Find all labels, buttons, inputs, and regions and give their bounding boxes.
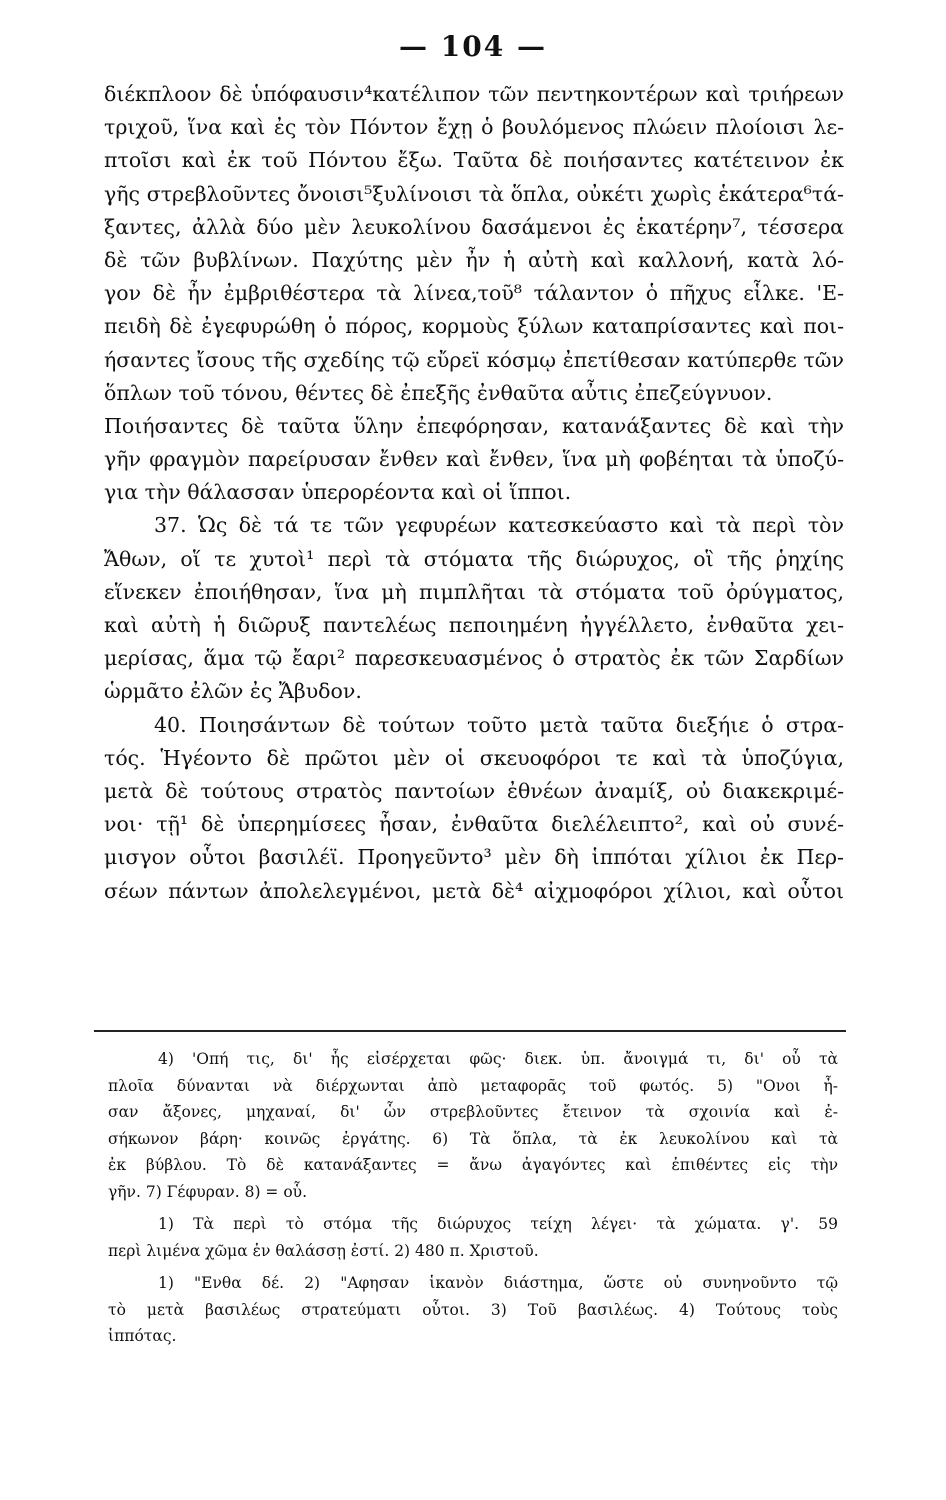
main-text	[104, 78, 844, 908]
section-40-start: 40. Ποιησάντων δὲ τούτων τοῦτο μετὰ ταῦτα διεξήιε ὁ στρα-	[154, 712, 844, 737]
text-line: γῆς στρεβλοῦντες ὄνοισι⁵ξυλίνοισι τὰ ὅπλα, οὐκέτι χωρὶς ἑκάτερα⁶τά-	[104, 181, 844, 206]
footnote-line: περὶ λιμένα χῶμα ἐν θαλάσσῃ ἐστί. 2) 480 π. Χριστοῦ.	[108, 1241, 539, 1260]
footnote-line: ἱππότας.	[108, 1327, 177, 1345]
footnote-line: πλοῖα δύνανται νὰ διέρχωνται ἀπὸ μεταφορᾶς τοῦ φωτός. 5) "Ονοι ἦ-	[108, 1076, 838, 1095]
text-line: πειδὴ δὲ ἐγεφυρώθη ὁ πόρος, κορμοὺς ξύλων καταπρίσαντες καὶ ποι-	[104, 314, 844, 339]
text-line: ήσαντες ἴσους τῆς σχεδίης τῷ εὔρεϊ κόσμῳ ἐπετίθεσαν κατύπερθε τῶν	[104, 347, 844, 372]
footnote-line: γῆν. 7) Γέφυραν. 8) = οὗ.	[108, 1182, 308, 1201]
footnote-line: τὸ μετὰ βασιλέως στρατεύματι οὗτοι. 3) Τοῦ βασιλέως. 4) Τούτους τοὺς	[108, 1300, 838, 1319]
text-line: Ἄθων, οἵ τε χυτοὶ¹ περὶ τὰ στόματα τῆς διώρυχος, οἳ τῆς ῥηχίης	[104, 546, 844, 571]
text-line: τός. Ἡγέοντο δὲ πρῶτοι μὲν οἱ σκευοφόροι τε καὶ τὰ ὑποζύγια,	[104, 745, 844, 770]
text-line: μισγον οὗτοι βασιλέϊ. Προηγεῦντο³ μὲν δὴ ἱππόται χίλιοι ἐκ Περ-	[104, 845, 844, 870]
text-line: πτοῖσι καὶ ἐκ τοῦ Πόντου ἔξω. Ταῦτα δὲ ποιήσαντες κατέτεινον ἐκ	[104, 148, 844, 173]
text-line: Ποιήσαντες δὲ ταῦτα ὕλην ἐπεφόρησαν, κατανάξαντες δὲ καὶ τὴν	[104, 413, 844, 438]
text-line: ὡρμᾶτο ἐλῶν ἐς Ἄβυδον.	[104, 679, 362, 704]
footnotes	[108, 1046, 838, 1350]
footnote-line: ἐκ βύβλου. Τὸ δὲ κατανάξαντες = ἄνω ἀγαγόντες καὶ ἐπιθέντες εἰς τὴν	[108, 1156, 838, 1174]
text-line: εἵνεκεν ἐποιήθησαν, ἵνα μὴ πιμπλῆται τὰ στόματα τοῦ ὀρύγματος,	[104, 579, 844, 604]
text-line: ξαντες, ἀλλὰ δύο μὲν λευκολίνου δασάμενοι ἐς ἑκατέρην⁷, τέσσερα	[104, 214, 844, 239]
text-line: γῆν φραγμὸν παρείρυσαν ἔνθεν καὶ ἔνθεν, ἵνα μὴ φοβέηται τὰ ὑποζύ-	[104, 447, 844, 472]
text-line: νοι· τῇ¹ δὲ ὑπερημίσεες ἦσαν, ἐνθαῦτα διελέλειπτο², καὶ οὐ συνέ-	[104, 812, 844, 837]
footnote-line: 1) "Ενθα δέ. 2) "Αφησαν ἱκανὸν διάστημα, ὥστε οὐ συνηνοῦντο τῷ	[158, 1274, 838, 1292]
text-line: σέων πάντων ἀπολελεγμένοι, μετὰ δὲ⁴ αἰχμοφόροι χίλιοι, καὶ οὗτοι	[104, 878, 844, 903]
text-line: μερίσας, ἅμα τῷ ἔαρι² παρεσκευασμένος ὁ στρατὸς ἐκ τῶν Σαρδίων	[104, 646, 844, 671]
text-line: μετὰ δὲ τούτους στρατὸς παντοίων ἐθνέων ἀναμίξ, οὐ διακεκριμέ-	[104, 778, 844, 803]
page-number: — 104 —	[399, 30, 547, 63]
text-line: ὅπλων τοῦ τόνου, θέντες δὲ ἐπεξῆς ἐνθαῦτα αὖτις ἐπεζεύγνυον.	[104, 380, 773, 405]
section-37-start: 37. Ὡς δὲ τά τε τῶν γεφυρέων κατεσκεύαστο καὶ τὰ περὶ τὸν	[154, 513, 844, 538]
text-line: διέκπλοον δὲ ὑπόφαυσιν⁴κατέλιπον τῶν πεντηκοντέρων καὶ τριήρεων	[104, 82, 844, 106]
footnote-line: σαν ἄξονες, μηχαναί, δι' ὧν στρεβλοῦντες ἔτεινον τὰ σχοινία καὶ ἐ-	[108, 1103, 838, 1121]
text-line: δὲ τῶν βυβλίνων. Παχύτης μὲν ἦν ἡ αὐτὴ καὶ καλλονή, κατὰ λό-	[104, 247, 844, 272]
text-line: τριχοῦ, ἵνα καὶ ἐς τὸν Πόντον ἔχῃ ὁ βουλόμενος πλώειν πλοίοισι λε-	[104, 115, 844, 140]
footnote-line: σήκωνον βάρη· κοινῶς ἐργάτης. 6) Τὰ ὅπλα, τὰ ἐκ λευκολίνου καὶ τὰ	[108, 1129, 838, 1148]
footnote-line: 4) 'Οπή τις, δι' ἧς εἰσέρχεται φῶς· διεκ. ὑπ. ἄνοιγμά τι, δι' οὗ τὰ	[158, 1050, 838, 1068]
text-line: γον δὲ ἦν ἐμβριθέστερα τὰ λίνεα,τοῦ⁸ τάλαντον ὁ πῆχυς εἷλκε. 'Ε-	[104, 281, 844, 306]
footnote-line: 1) Τὰ περὶ τὸ στόμα τῆς διώρυχος τείχη λέγει· τὰ χώματα. γ'. 59	[158, 1215, 838, 1233]
text-line: καὶ αὐτὴ ἡ διῶρυξ παντελέως πεποιημένη ἠγγέλλετο, ἐνθαῦτα χει-	[104, 613, 844, 637]
footnote-divider	[94, 1030, 846, 1032]
text-line: για τὴν θάλασσαν ὑπερορέοντα καὶ οἱ ἵπποι.	[104, 480, 572, 505]
